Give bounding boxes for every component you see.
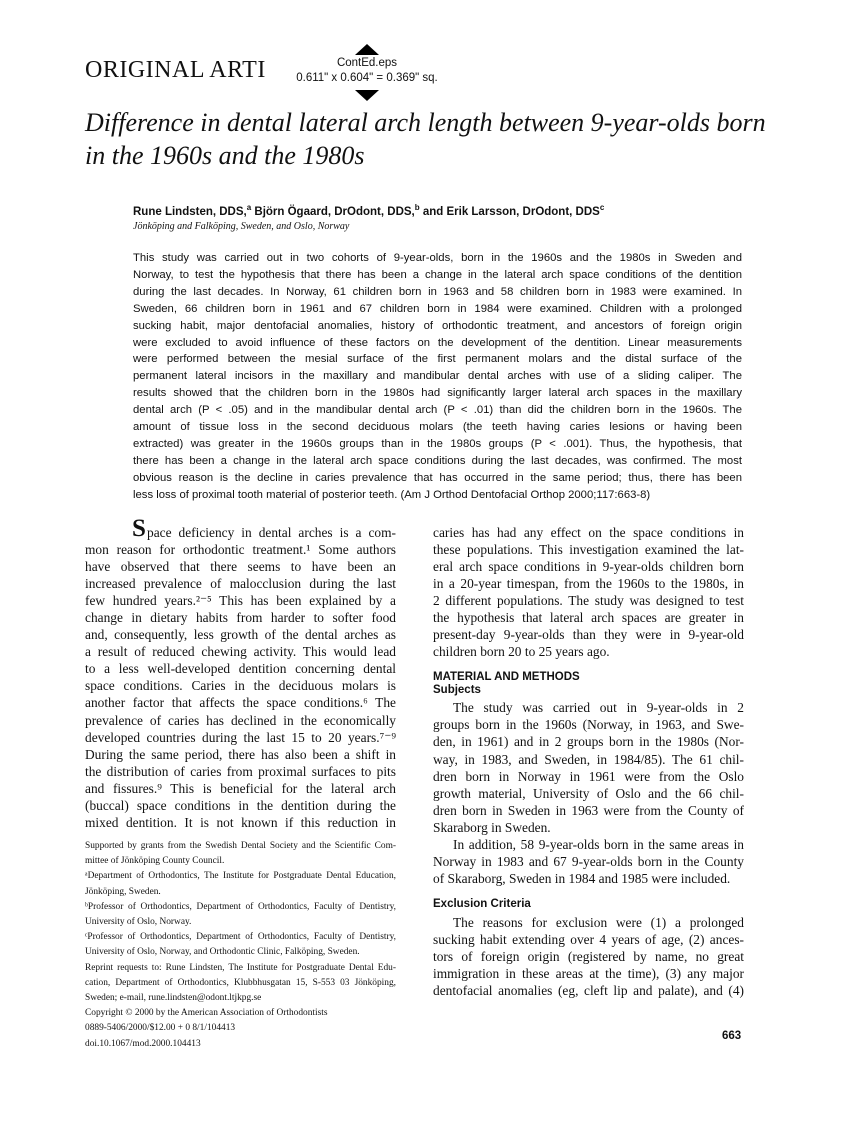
author-name: Rune Lindsten, DDS, bbox=[133, 205, 247, 218]
text-line: during the last decades. In Norway, 61 children born in 1963 and 58 children born in 1983 were examined. In bbox=[133, 285, 742, 298]
author-name: and Erik Larsson, DrOdont, DDS bbox=[419, 205, 600, 218]
arrow-up-icon bbox=[355, 44, 379, 55]
text-line: sucking habit, major dentofacial anomalies, history of orthodontic treatment, and ancestors of foreign origin bbox=[133, 319, 742, 332]
text-line: present-day 9-year-olds than they were in 9-year-old bbox=[433, 627, 744, 643]
text-line: Supported by grants from the Swedish Dental Society and the Scientific Com- bbox=[85, 841, 396, 851]
text-line: Copyright © 2000 by the American Association of Orthodontists bbox=[85, 1008, 328, 1019]
section-header: ORIGINAL ARTI bbox=[85, 57, 266, 83]
text-line: sucking habit extending over 4 years of age, (2) ances- bbox=[433, 931, 744, 947]
text-line: ᵃDepartment of Orthodontics, The Institute for Postgraduate Dental Education, bbox=[85, 871, 396, 882]
text-line: dentofacial anomalies (eg, cleft lip and palate), and (4) bbox=[433, 983, 744, 999]
eps-dims: 0.611" x 0.604" = 0.369" sq. bbox=[296, 72, 438, 84]
affiliation: Jönköping and Falköping, Sweden, and Oslo, Norway bbox=[133, 221, 350, 232]
text-line: Jönköping, Sweden. bbox=[85, 886, 161, 897]
text-line: to a less well-developed dentition concerning dental bbox=[85, 661, 396, 677]
text-line: University of Oslo, Norway. bbox=[85, 917, 192, 928]
text-line: in a 20-year timespan, from the 1960s to the 1980s, in bbox=[433, 576, 744, 592]
text-line: Sweden; e-mail, rune.lindsten@odont.ltjkpg.se bbox=[85, 993, 262, 1004]
text-line: there has been a change in the lateral arch space conditions during the last decades, was confirmed. The most bbox=[133, 454, 742, 467]
section-heading: Subjects bbox=[433, 684, 481, 697]
text-line: increased prevalence of malocclusion during the last bbox=[85, 576, 396, 592]
abstract bbox=[133, 250, 742, 504]
text-line: immigration in these areas at the time), (3) any major bbox=[433, 966, 744, 982]
text-line: In addition, 58 9-year-olds born in the same areas in bbox=[453, 836, 744, 852]
page-number: 663 bbox=[722, 1030, 742, 1042]
text-line: extracted) was greater in the 1960s groups than in the 1980s groups (P < .001). Thus, the hypothesis, that bbox=[133, 437, 742, 450]
text-line: amount of tissue loss in the second deciduous molars (the teeth having caries lesions or having been bbox=[133, 421, 742, 434]
text-line: ᶜProfessor of Orthodontics, Department of Orthodontics, Faculty of Dentistry, bbox=[85, 932, 396, 943]
arrow-down-icon bbox=[355, 90, 379, 101]
text-line: dren born in Norway in 1961 were from the Oslo bbox=[433, 768, 744, 784]
eps-placeholder bbox=[287, 44, 447, 102]
text-line: way, in 1983, and Sweden, in 1984/85). The 61 chil- bbox=[433, 751, 744, 767]
text-line: were performed between the mesial surface of the first permanent molars and the distal surface of the bbox=[133, 353, 742, 366]
text-line: dren born in Sweden in 1963 were from the County of bbox=[433, 802, 744, 818]
text-line: Norway in 1983 and 67 9-year-olds born in the County bbox=[433, 853, 744, 869]
text-line: dental arch (P < .05) and in the mandibular dental arch (P < .01) than did the children born in the 1960s. The bbox=[133, 404, 742, 417]
text-line: mon reason for orthodontic treatment.¹ Some authors bbox=[85, 542, 396, 558]
text-line: mittee of Jönköping County Council. bbox=[85, 856, 225, 867]
text-line: and fissures.⁹ This is beneficial for the lateral arch bbox=[85, 780, 396, 796]
text-line: (buccal) space conditions in the dentition during the bbox=[85, 797, 396, 813]
text-line: of Skaraborg, Sweden in 1984 and 1985 were included. bbox=[433, 870, 731, 886]
text-line: caries has had any effect on the space conditions in bbox=[433, 525, 744, 540]
text-line: Sweden, 66 children born in 1961 and 67 children born in 1984 were examined. Children with a prolonged bbox=[133, 302, 742, 315]
author-mark: b bbox=[414, 203, 420, 212]
text-line: prevalence of caries has declined in the economically bbox=[85, 712, 396, 728]
text-line: results showed that the children born in the 1980s had significantly larger lateral arch spaces in the maxillary bbox=[133, 387, 742, 400]
text: pace deficiency in dental arches is a com- bbox=[147, 525, 396, 540]
section-heading: Exclusion Criteria bbox=[433, 897, 531, 910]
text-line: growth material, University of Oslo and the 66 chil- bbox=[433, 785, 744, 801]
text-line: have observed that there seems to have been an bbox=[85, 559, 396, 575]
text-line: obvious reason is the decline in caries prevalence that has occurred in the same period; thus, there has been bbox=[133, 471, 742, 484]
text-line: children born 20 to 25 years ago. bbox=[433, 644, 610, 660]
text-line: Skaraborg in Sweden. bbox=[433, 819, 551, 835]
text-line: were excluded to avoid influence of these factors on the development of the dentition. Linear measurements bbox=[133, 336, 742, 349]
text-line: space conditions. Caries in the deciduous molars is bbox=[85, 678, 396, 694]
drop-cap: S bbox=[132, 515, 146, 542]
text-line: change in dietary habits from harder to softer food bbox=[85, 610, 396, 626]
eps-name: ContEd.eps bbox=[336, 57, 398, 69]
text-line: den, in 1961) and in 2 groups born in the 1980s (Nor- bbox=[433, 734, 744, 750]
text-line: cation, Department of Orthodontics, Klubbhusgatan 15, S-553 03 Jönköping, bbox=[85, 977, 396, 988]
text-line: less loss of proximal tooth material of posterior teeth. (Am J Orthod Dentofacial Orthop 2000;117:663-8) bbox=[133, 488, 651, 501]
author-mark: a bbox=[246, 203, 252, 212]
right-column bbox=[433, 524, 744, 999]
text-line: During the same period, there has also been a shift in bbox=[85, 746, 396, 762]
text-line: developed countries during the last 15 to 20 years.⁷⁻⁹ bbox=[85, 729, 396, 745]
text-line: permanent lateral incisors in the maxillary and mandibular dental arches with use of a sliding caliper. The bbox=[133, 370, 742, 383]
text-line: and, consequently, less growth of the dental arches as bbox=[85, 627, 396, 643]
text-line: Norway, to test the hypothesis that there has been a change in the lateral arch space conditions of the dentition bbox=[133, 268, 742, 281]
footnotes bbox=[85, 839, 396, 1052]
text-line bbox=[85, 515, 396, 542]
text-line: groups born in the 1960s (Norway, in 1963, and Swe- bbox=[433, 717, 744, 733]
author-name: Björn Ögaard, DrOdont, DDS, bbox=[251, 205, 415, 218]
text-line: doi.10.1067/mod.2000.104413 bbox=[85, 1038, 201, 1049]
author-mark: c bbox=[599, 203, 605, 212]
text-line: the hypothesis that lateral arch spaces are greater in bbox=[433, 610, 744, 626]
text-line: 2 different populations. The study was designed to test bbox=[433, 593, 744, 609]
text-line: mixed dentition. It is not known if this reduction in bbox=[85, 814, 396, 830]
text-line: the distribution of caries from proximal surfaces to pits bbox=[85, 763, 396, 779]
article-title: Difference in dental lateral arch length between 9-year-olds born in the 1960s and the 1980s bbox=[85, 108, 766, 170]
text-line: University of Oslo, Norway, and Orthodontic Clinic, Falköping, Sweden. bbox=[85, 947, 360, 958]
text-line: Reprint requests to: Rune Lindsten, The Institute for Postgraduate Dental Edu- bbox=[85, 962, 396, 973]
text-line: a result of reduced chewing activity. This would lead bbox=[85, 644, 396, 660]
left-column bbox=[85, 515, 396, 831]
text-line: few hundred years.²⁻⁵ This has been explained by a bbox=[85, 593, 396, 609]
section-heading: MATERIAL AND METHODS bbox=[433, 671, 580, 684]
text-line: another factor that affects the space conditions.⁶ The bbox=[85, 695, 396, 711]
text-line: 0889-5406/2000/$12.00 + 0 8/1/104413 bbox=[85, 1023, 236, 1034]
text-line: The reasons for exclusion were (1) a prolonged bbox=[453, 914, 744, 930]
text-line: eral arch space conditions in 9-year-olds children born bbox=[433, 559, 744, 575]
text-line: tors of foreign origin (registered by name, no great bbox=[433, 948, 744, 964]
text-line: The study was carried out in 9-year-olds in 2 bbox=[453, 700, 744, 716]
text-line: these populations. This investigation examined the lat- bbox=[433, 542, 744, 558]
text-line: ᵇProfessor of Orthodontics, Department of Orthodontics, Faculty of Dentistry, bbox=[85, 901, 396, 912]
authors bbox=[133, 203, 604, 218]
text-line: This study was carried out in two cohorts of 9-year-olds, born in the 1960s and the 1980s in Sweden and bbox=[133, 252, 742, 264]
